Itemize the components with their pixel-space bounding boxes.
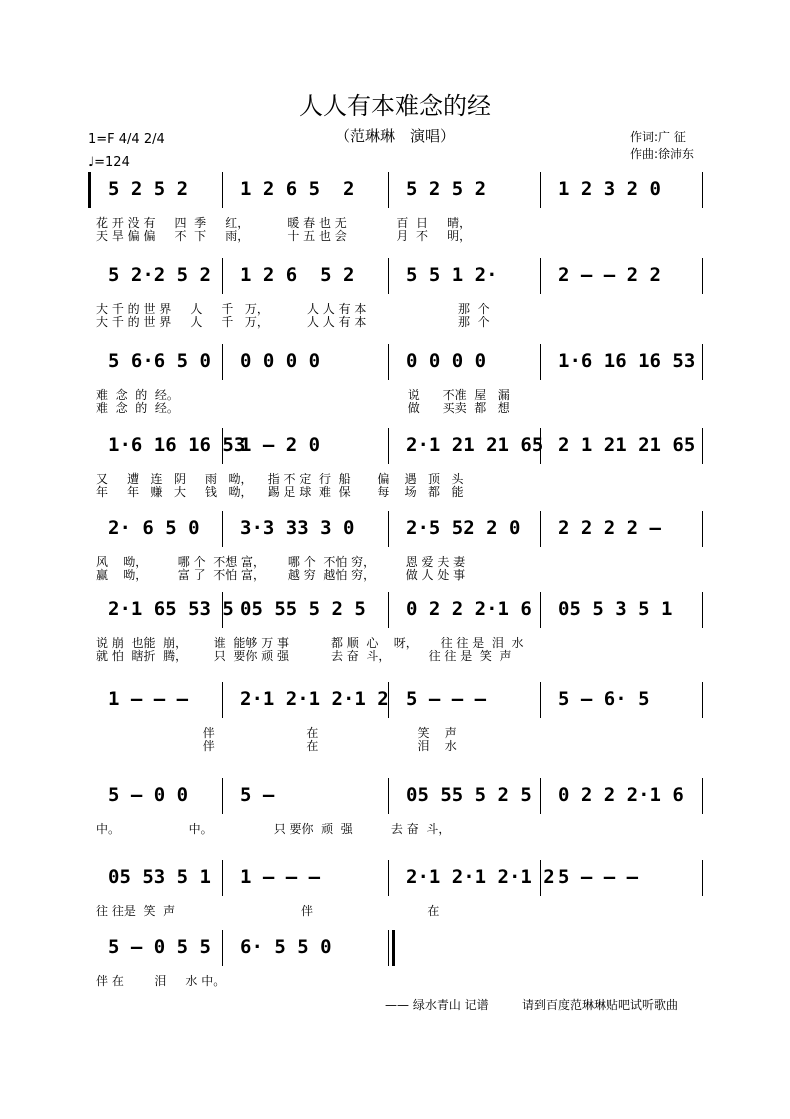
barline xyxy=(702,344,703,380)
measure-notes: 3·3 33 3 0 xyxy=(240,517,355,539)
barline xyxy=(540,511,541,547)
barline xyxy=(540,778,541,814)
measure-notes: 05 53 5 1 xyxy=(108,866,211,888)
measure-notes: 0 2 2 2·1 6 xyxy=(558,784,684,806)
lyric-line: 中。 中。 只 要你 顽 强 去 奋 斗， xyxy=(96,822,451,836)
barline xyxy=(702,778,703,814)
barline xyxy=(702,511,703,547)
lyric-line: 天 旱 偏 偏 不 下 雨， 十 五 也 会 月 不 明， xyxy=(96,229,472,243)
lyric-line: 年 年 赚 大 钱 呦， 踢 足 球 难 保 每 场 都 能 xyxy=(96,485,464,499)
lyric-line: 就 怕 瞎折 腾， 只 要你 顽 强 去 奋 斗， 往 往 是 笑 声 xyxy=(96,649,512,663)
measure-notes: 5 2 5 2 xyxy=(108,178,189,200)
measure-notes: 1 — — — xyxy=(240,866,321,888)
measure-notes: 0 0 0 0 xyxy=(406,350,487,372)
barline xyxy=(702,258,703,294)
barline xyxy=(388,428,389,464)
measure-notes: 1·6 16 16 53 xyxy=(558,350,696,372)
barline xyxy=(540,344,541,380)
barline xyxy=(222,511,223,547)
lyric-line: 大 千 的 世 界 人 千 万， 人 人 有 本 那 个 xyxy=(96,302,490,316)
barline xyxy=(702,592,703,628)
measure-notes: 05 55 5 2 5 xyxy=(406,784,532,806)
lyric-line: 赢 呦， 富 了 不怕 富， 越 穷 越怕 穷， 做 人 处 事 xyxy=(96,568,466,582)
lyric-line: 伴 在 泪 水 中。 xyxy=(96,974,226,988)
barline xyxy=(222,172,223,208)
measure-notes: 05 55 5 2 5 xyxy=(240,598,366,620)
measure-notes: 05 5 3 5 1 xyxy=(558,598,673,620)
lyric-line: 难 念 的 经。 说 不准 屋 漏 xyxy=(96,388,510,402)
measure-notes: 2·1 21 21 65 xyxy=(406,434,544,456)
barline xyxy=(540,682,541,718)
measure-notes: 6· 5 5 0 xyxy=(240,936,332,958)
barline xyxy=(540,592,541,628)
composer-credit: 作曲:徐沛东 xyxy=(630,147,695,161)
measure-notes: 2·5 52 2 0 xyxy=(406,517,521,539)
listen-note: 请到百度范琳琳贴吧试听歌曲 xyxy=(522,998,679,1012)
barline xyxy=(388,778,389,814)
measure-notes: 0 0 0 0 xyxy=(240,350,321,372)
barline xyxy=(702,860,703,896)
barline xyxy=(540,258,541,294)
measure-notes: 2·1 2·1 2·1 2 xyxy=(406,866,555,888)
measure-notes: 1 — 2 0 xyxy=(240,434,321,456)
barline xyxy=(388,860,389,896)
barline xyxy=(222,258,223,294)
lyric-line: 难 念 的 经。 做 买卖 都 想 xyxy=(96,401,510,415)
measure-notes: 2· 6 5 0 xyxy=(108,517,200,539)
barline xyxy=(222,778,223,814)
quarter-note-icon: ♩ xyxy=(88,155,95,170)
barline xyxy=(222,860,223,896)
barline xyxy=(540,172,541,208)
measure-notes: 5 2 5 2 xyxy=(406,178,487,200)
barline xyxy=(388,172,389,208)
barline xyxy=(702,682,703,718)
barline xyxy=(388,344,389,380)
barline xyxy=(702,172,703,208)
measure-notes: 5 — — — xyxy=(406,688,487,710)
repeat-start-bar xyxy=(88,172,97,208)
lyric-line: 伴 在 笑 声 xyxy=(96,726,457,740)
barline xyxy=(222,682,223,718)
final-barline xyxy=(388,930,395,966)
measure-notes: 2 — — 2 2 xyxy=(558,264,661,286)
barline xyxy=(388,258,389,294)
lyric-line: 风 呦， 哪 个 不想 富， 哪 个 不怕 穷， 恩 爱 夫 妻 xyxy=(96,555,466,569)
measure-notes: 1 2 6 5 2 xyxy=(240,178,355,200)
measure-notes: 5 2·2 5 2 xyxy=(108,264,211,286)
lyric-line: 大 千 的 世 界 人 千 万， 人 人 有 本 那 个 xyxy=(96,315,490,329)
measure-notes: 5 5 1 2· xyxy=(406,264,498,286)
tempo-marking xyxy=(88,155,130,170)
lyric-line: 往 往是 笑 声 伴 在 xyxy=(96,904,440,918)
barline xyxy=(388,511,389,547)
lyric-line: 伴 在 泪 水 xyxy=(96,739,457,753)
lyric-line: 花 开 没 有 四 季 红， 暖 春 也 无 百 日 晴， xyxy=(96,216,472,230)
measure-notes: 5 — 0 0 xyxy=(108,784,189,806)
measure-notes: 2·1 2·1 2·1 2 xyxy=(240,688,389,710)
key-signature: 1=F 4/4 2/4 xyxy=(88,132,165,147)
measure-notes: 5 6·6 5 0 xyxy=(108,350,211,372)
song-title: 人人有本难念的经 xyxy=(299,92,491,120)
measure-notes: 5 — 0 5 5 xyxy=(108,936,211,958)
barline xyxy=(222,344,223,380)
measure-notes: 2 2 2 2 — xyxy=(558,517,661,539)
performer-subtitle: （范琳琳 演唱） xyxy=(334,127,455,145)
barline xyxy=(702,428,703,464)
measure-notes: 2 1 21 21 65 xyxy=(558,434,696,456)
measure-notes: 5 — — — xyxy=(558,866,639,888)
lyricist-credit: 作词:广 征 xyxy=(630,130,686,144)
measure-notes: 1·6 16 16 53 xyxy=(108,434,246,456)
measure-notes: 1 — — — xyxy=(108,688,189,710)
barline xyxy=(222,930,223,966)
measure-notes: 1 2 3 2 0 xyxy=(558,178,661,200)
measure-notes: 2·1 65 53 5 xyxy=(108,598,234,620)
measure-notes: 1 2 6 5 2 xyxy=(240,264,355,286)
measure-notes: 5 — 6· 5 xyxy=(558,688,650,710)
transcriber-credit: —— 绿水青山 记谱 xyxy=(385,998,489,1012)
lyric-line: 说 崩 也能 崩， 谁 能够 万 事 都 顺 心 呀， 往 往 是 泪 水 xyxy=(96,636,524,650)
measure-notes: 0 2 2 2·1 6 xyxy=(406,598,532,620)
tempo-value: =124 xyxy=(94,155,130,170)
lyric-line: 又 遭 连 阴 雨 呦， 指 不 定 行 船 偏 遇 顶 头 xyxy=(96,472,464,486)
measure-notes: 5 — xyxy=(240,784,275,806)
barline xyxy=(388,592,389,628)
